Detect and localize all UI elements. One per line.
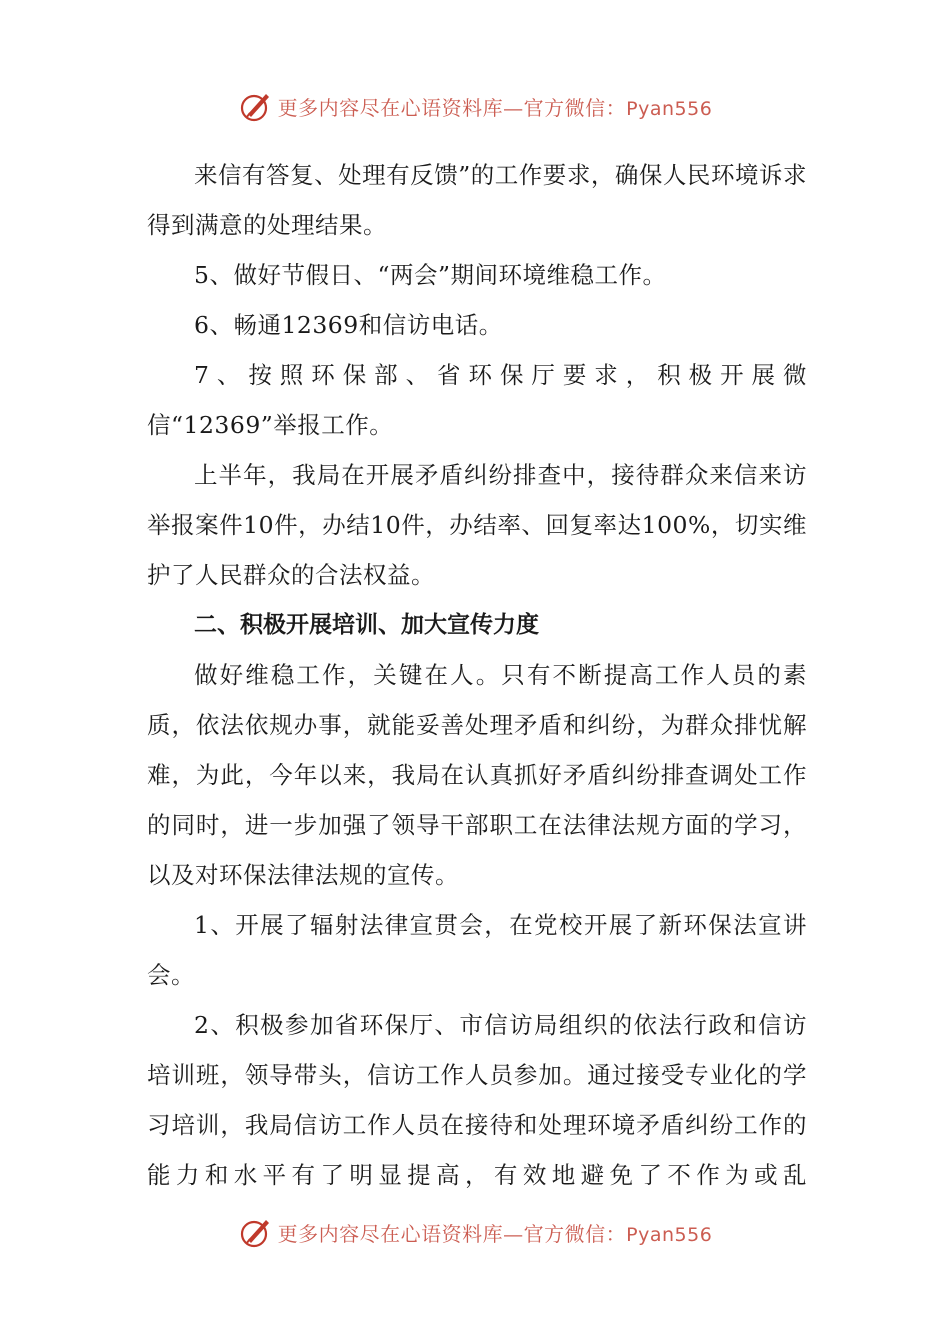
document-body bbox=[147, 150, 807, 1200]
quill-logo-icon bbox=[238, 88, 274, 124]
watermark-account: Pyan556 bbox=[626, 97, 713, 120]
quill-logo-icon bbox=[238, 1214, 274, 1250]
paragraph-7: 1、开展了辐射法律宣贯会，在党校开展了新环保法宣讲会。 bbox=[147, 911, 807, 989]
paragraph-4: 7、按照环保部、省环保厅要求，积极开展微信“12369”举报工作。 bbox=[147, 361, 807, 439]
paragraph-6: 做好维稳工作，关键在人。只有不断提高工作人员的素质，依法依规办事，就能妥善处理矛盾和纠纷，为群众排忧解难，为此，今年以来，我局在认真抓好矛盾纠纷排查调处工作的同时，进一步加强了领导干部职工在法律法规方面的学习，以及对环保法律法规的宣传。 bbox=[147, 661, 807, 889]
paragraph-2: 5、做好节假日、“两会”期间环境维稳工作。 bbox=[194, 261, 667, 289]
watermark-footer bbox=[0, 1212, 950, 1252]
watermark-text: 更多内容尽在心语资料库—官方微信：Pyan556 bbox=[277, 95, 713, 120]
watermark-text: 更多内容尽在心语资料库—官方微信：Pyan556 bbox=[277, 1221, 713, 1246]
paragraph-3: 6、畅通12369和信访电话。 bbox=[194, 311, 503, 339]
paragraph-8: 2、积极参加省环保厅、市信访局组织的依法行政和信访培训班，领导带头，信访工作人员参加。通过接受专业化的学习培训，我局信访工作人员在接待和处理环境矛盾纠纷工作的能力和水平有了明显提高，有效地避免了不作为或乱 bbox=[147, 1011, 807, 1189]
paragraph-5: 上半年，我局在开展矛盾纠纷排查中，接待群众来信来访举报案件10件，办结10件，办结率、回复率达100%，切实维护了人民群众的合法权益。 bbox=[147, 461, 807, 589]
paragraph-1: 来信有答复、处理有反馈”的工作要求，确保人民环境诉求得到满意的处理结果。 bbox=[147, 161, 807, 239]
watermark-header bbox=[0, 86, 950, 126]
watermark-account: Pyan556 bbox=[626, 1223, 713, 1246]
section-heading: 二、积极开展培训、加大宣传力度 bbox=[194, 612, 539, 638]
